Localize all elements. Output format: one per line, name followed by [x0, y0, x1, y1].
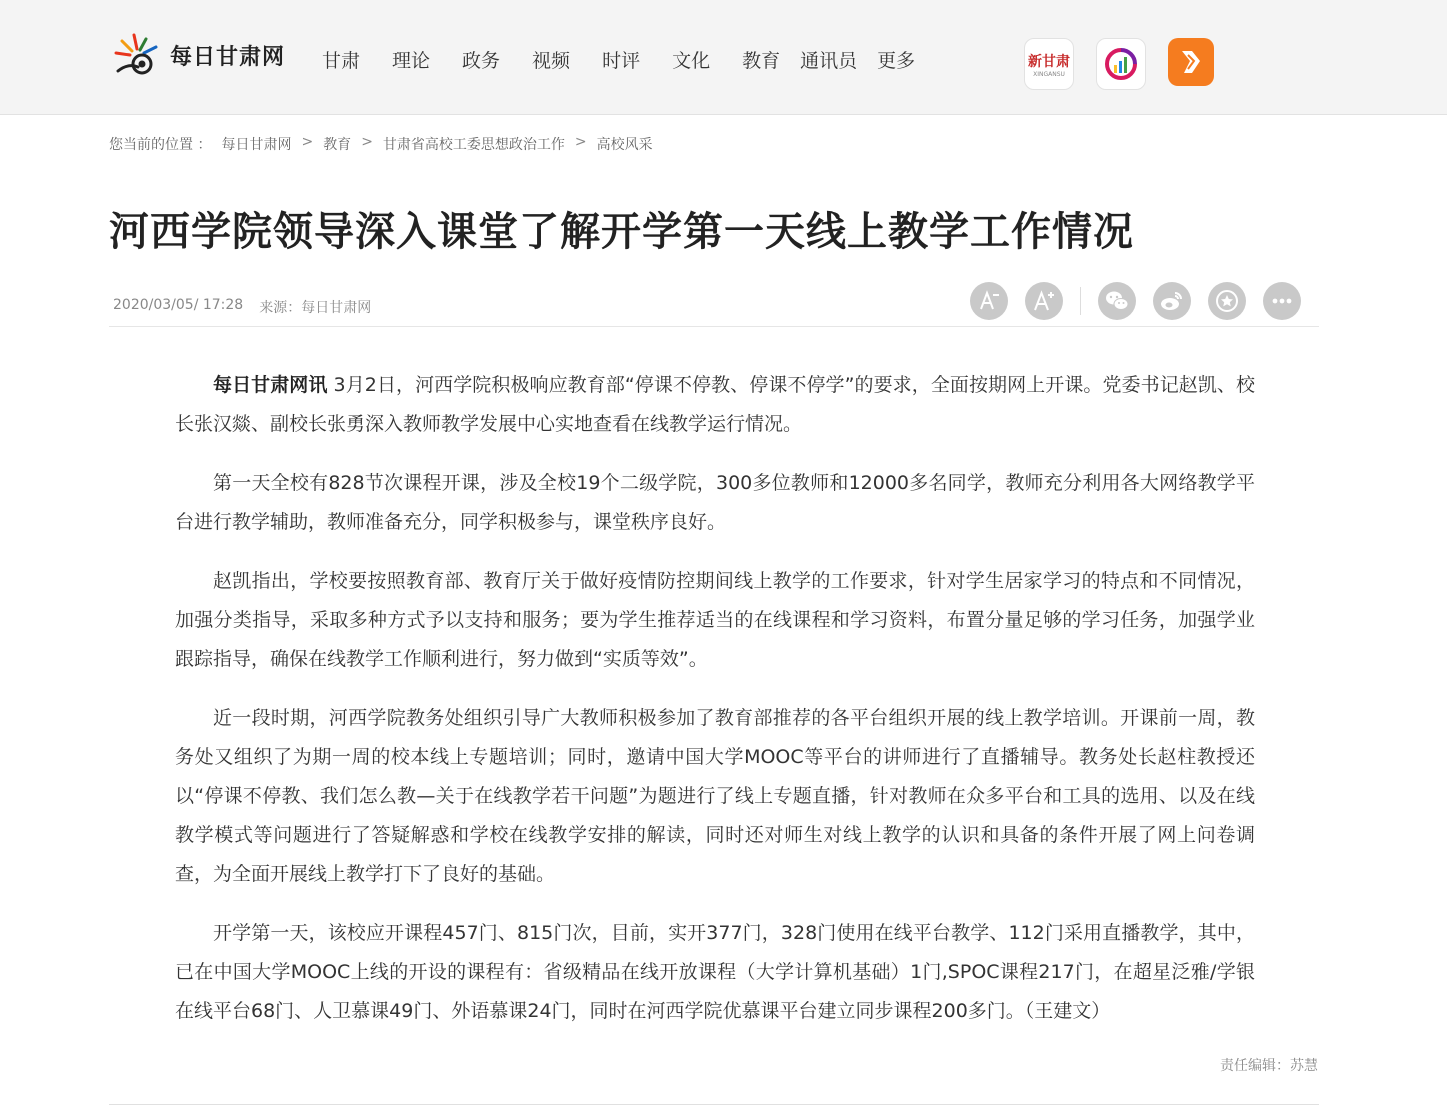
leaf-logo-icon [1176, 47, 1206, 77]
breadcrumb-separator: > [301, 134, 314, 150]
breadcrumb-political-work[interactable]: 甘肃省高校工委思想政治工作 [382, 137, 565, 153]
responsible-editor: 责任编辑：苏慧 [1220, 1058, 1318, 1074]
nav-video[interactable]: 视频 [532, 50, 571, 72]
breadcrumb-home[interactable]: 每日甘肃网 [221, 137, 292, 153]
tools-divider [1080, 287, 1081, 315]
article-paragraph-1-text: 3月2日，河西学院积极响应教育部“停课不停教、停课不停学”的要求，全面按期网上开课。党委书记赵凯、校长张汉燚、副校长张勇深入教师教学发展中心实地查看在线教学运行情况。 [175, 374, 1255, 435]
weibo-share-button[interactable] [1153, 282, 1191, 320]
nav-education[interactable]: 教育 [742, 50, 781, 72]
font-increase-icon [1032, 289, 1056, 313]
article-paragraph [175, 366, 1255, 444]
article-paragraph: 赵凯指出，学校要按照教育部、教育厅关于做好疫情防控期间线上教学的工作要求，针对学生居家学习的特点和不同情况，加强分类指导，采取多种方式予以支持和服务；要为学生推荐适当的在线课程和学习资料，布置分量足够的学习任务，加强学业跟踪指导，确保在线教学工作顺利进行，努力做到“实质等效”。 [175, 570, 1255, 670]
nav-more[interactable]: 更多 [877, 50, 916, 72]
font-decrease-button[interactable] [970, 282, 1008, 320]
more-dots-icon [1270, 289, 1294, 313]
xingansu-app-icon[interactable] [1024, 38, 1074, 90]
article-lead: 每日甘肃网讯 [213, 374, 328, 396]
article-tools [970, 282, 1318, 320]
font-increase-button[interactable] [1025, 282, 1063, 320]
app-links [1024, 38, 1214, 90]
chart-logo-icon [1104, 47, 1138, 81]
site-header [0, 0, 1447, 115]
nav-gansu[interactable]: 甘肃 [322, 50, 361, 72]
article-title: 河西学院领导深入课堂了解开学第一天线上教学工作情况 [109, 209, 1134, 255]
article-paragraph: 近一段时期，河西学院教务处组织引导广大教师积极参加了教育部推荐的各平台组织开展的线上教学培训。开课前一周，教务处又组织了为期一周的校本线上专题培训；同时，邀请中国大学MOOC等平台的讲师进行了直播辅导。教务处长赵柱教授还以“停课不停教、我们怎么教—关于在线教学若干问题”为题进行了线上专题直播，针对教师在众多平台和工具的选用、以及在线教学模式等问题进行了答疑解惑和学校在线教学安排的解读，同时还对师生对线上教学的认识和具备的条件开展了网上问卷调查，为全面开展线上教学打下了良好的基础。 [175, 707, 1255, 885]
favorite-button[interactable] [1208, 282, 1246, 320]
nav-theory[interactable]: 理论 [392, 50, 431, 72]
nav-culture[interactable]: 文化 [672, 50, 711, 72]
nav-commentary[interactable]: 时评 [602, 50, 641, 72]
more-button[interactable] [1263, 282, 1301, 320]
breadcrumb-separator: > [361, 134, 373, 150]
xingansu-app-sub: XINGANSU [1033, 70, 1065, 78]
xingansu-app-label: 新甘肃 [1028, 53, 1070, 70]
wechat-share-button[interactable] [1098, 282, 1136, 320]
article-paragraph: 第一天全校有828节次课程开课，涉及全校19个二级学院，300多位教师和12000多名同学，教师充分利用各大网络教学平台进行教学辅助，教师准备充分，同学积极参与，课堂秩序良好。 [175, 472, 1255, 533]
breadcrumb-campus[interactable]: 高校风采 [596, 137, 653, 153]
star-icon [1215, 289, 1239, 313]
article-body [175, 366, 1255, 1051]
meta-divider [109, 326, 1319, 327]
weibo-icon [1160, 290, 1184, 312]
logo-mark-icon [114, 33, 168, 77]
breadcrumb-education[interactable]: 教育 [323, 137, 352, 153]
chart-app-icon[interactable] [1096, 38, 1146, 90]
wechat-icon [1105, 290, 1129, 312]
nav-correspondent[interactable]: 通讯员 [800, 50, 858, 72]
main-nav [322, 46, 947, 73]
logo-text: 每日甘肃网 [170, 44, 286, 70]
article-paragraph: 开学第一天，该校应开课程457门、815门次，目前，实开377门，328门使用在线平台教学、112门采用直播教学，其中，已在中国大学MOOC上线的开设的课程有：省级精品在线开放课程（大学计算机基础）1门,SPOC课程217门，在超星泛雅/学银在线平台68门、人卫慕课49门、外语慕课24门，同时在河西学院优慕课平台建立同步课程200多门。（王建文） [175, 922, 1255, 1022]
article-meta [113, 297, 371, 317]
nav-government[interactable]: 政务 [462, 50, 501, 72]
font-decrease-icon [977, 289, 1001, 313]
article-source: 来源：每日甘肃网 [259, 300, 372, 316]
orange-app-icon[interactable] [1168, 38, 1214, 86]
breadcrumb-prefix: 您当前的位置 ： [109, 137, 212, 153]
bottom-divider [109, 1104, 1319, 1105]
breadcrumb-separator: > [574, 134, 587, 150]
article-datetime: 2020/03/05/ 17:28 [113, 297, 244, 313]
breadcrumb [109, 134, 663, 154]
site-logo[interactable] [114, 32, 304, 78]
